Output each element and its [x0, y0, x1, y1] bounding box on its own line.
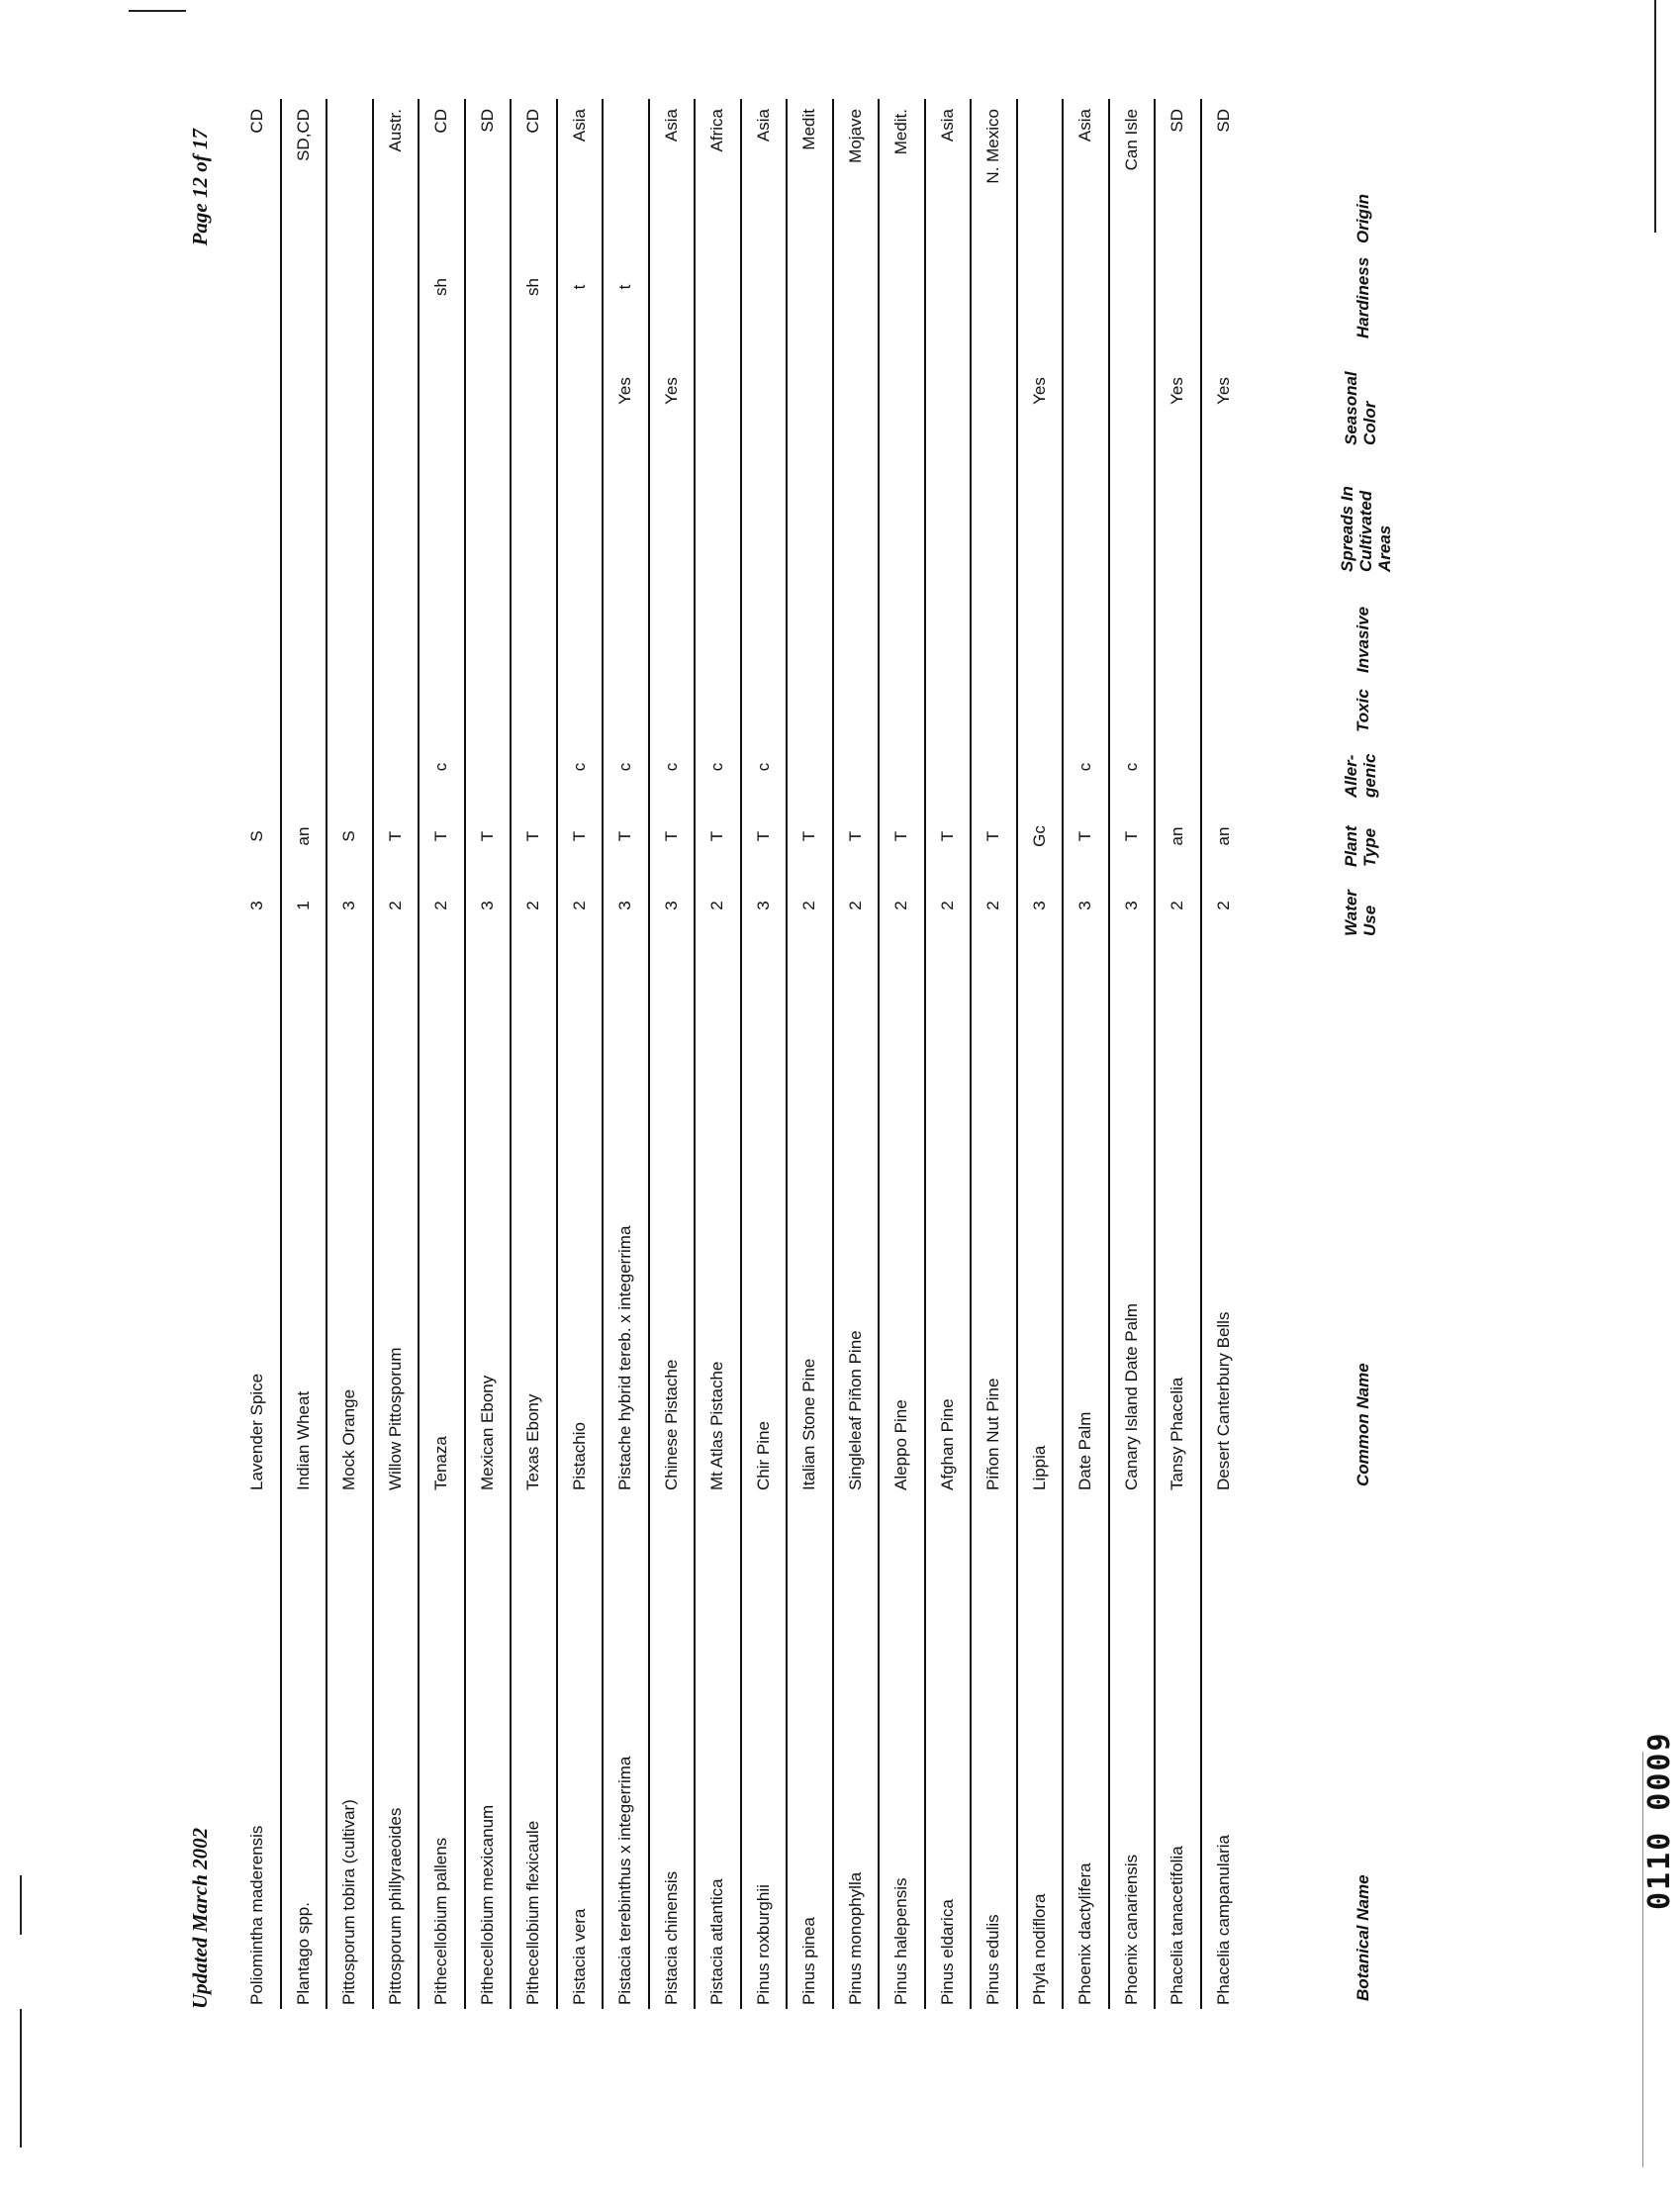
cell-empty: [833, 445, 880, 574]
cell-allergenic: c: [695, 732, 741, 802]
table-row: [925, 99, 972, 2009]
table-row: [971, 99, 1017, 2009]
cell-empty: [281, 574, 327, 673]
cell-seasonal: Yes: [649, 336, 696, 445]
table-row: [419, 99, 465, 2009]
cell-botanical: Pistacia chinensis: [649, 1494, 696, 2009]
cell-empty: [419, 673, 465, 732]
cell-hardiness: [373, 238, 420, 336]
table-row: [281, 99, 327, 2009]
cell-origin: [603, 99, 649, 238]
col-hardiness: Hardiness: [1353, 256, 1372, 338]
cell-allergenic: c: [419, 732, 465, 802]
cell-common: Chinese Pistache: [649, 940, 696, 1494]
cell-empty: [1201, 574, 1247, 673]
cell-origin: Medit.: [879, 99, 925, 238]
cell-origin: Asia: [925, 99, 972, 238]
table-row: [879, 99, 925, 2009]
cell-common: Tansy Phacelia: [1155, 940, 1201, 1494]
cell-empty: [235, 673, 281, 732]
cell-hardiness: [879, 238, 925, 336]
cell-seasonal: Yes: [1155, 336, 1201, 445]
cell-type: T: [1063, 802, 1109, 871]
cell-hardiness: [1109, 238, 1156, 336]
cell-empty: [1017, 673, 1064, 732]
cell-botanical: Phoenix canariensis: [1109, 1494, 1156, 2009]
cell-seasonal: [1063, 336, 1109, 445]
cell-common: Canary Island Date Palm: [1109, 940, 1156, 1494]
cell-empty: [1201, 673, 1247, 732]
cell-origin: Asia: [649, 99, 696, 238]
table-row: [465, 99, 512, 2009]
cell-allergenic: c: [557, 732, 604, 802]
cell-empty: [925, 673, 972, 732]
cell-empty: [511, 445, 557, 574]
cell-allergenic: [281, 732, 327, 802]
cell-common: Mexican Ebony: [465, 940, 512, 1494]
cell-empty: [695, 673, 741, 732]
cell-allergenic: [327, 732, 373, 802]
cell-origin: CD: [511, 99, 557, 238]
cell-type: T: [741, 802, 788, 871]
cell-empty: [879, 445, 925, 574]
cell-common: Lavender Spice: [247, 1373, 267, 1490]
cell-type: T: [557, 802, 604, 871]
cell-type: T: [1109, 802, 1156, 871]
col-water: Water Use: [1342, 890, 1379, 936]
table-row: [557, 99, 604, 2009]
table-row: [787, 99, 833, 2009]
cell-botanical: Pinus roxburghii: [741, 1494, 788, 2009]
cell-empty: [235, 445, 281, 574]
page-number: Page 12 of 17: [188, 129, 212, 246]
cell-empty: [833, 673, 880, 732]
cell-seasonal: [557, 336, 604, 445]
cell-seasonal: [281, 336, 327, 445]
cell-empty: [1155, 445, 1201, 574]
cell-type: T: [603, 802, 649, 871]
table-row: [1201, 99, 1247, 2009]
cell-empty: [741, 574, 788, 673]
table-row: [833, 99, 880, 2009]
table-row: [511, 99, 557, 2009]
cell-seasonal: [925, 336, 972, 445]
cell-origin: [1017, 99, 1064, 238]
cell-type: T: [879, 802, 925, 871]
cell-seasonal: [741, 336, 788, 445]
cell-empty: [1017, 574, 1064, 673]
cell-allergenic: [373, 732, 420, 802]
cell-botanical: Pistacia terebinthus x integerrima: [603, 1494, 649, 2009]
cell-water: 2: [557, 871, 604, 940]
table-row: [649, 99, 696, 2009]
cell-common: Mock Orange: [327, 940, 373, 1494]
cell-allergenic: [833, 732, 880, 802]
cell-hardiness: [327, 238, 373, 336]
cell-empty: [1109, 445, 1156, 574]
cell-empty: [1109, 574, 1156, 673]
cell-seasonal: Yes: [603, 336, 649, 445]
cell-water: 2: [787, 871, 833, 940]
cell-water: 2: [1155, 871, 1201, 940]
cell-seasonal: Yes: [1201, 336, 1247, 445]
cell-empty: [741, 673, 788, 732]
cell-botanical: Pittosporum tobira (cultivar): [327, 1494, 373, 2009]
cell-empty: [419, 574, 465, 673]
cell-water: 3: [465, 871, 512, 940]
cell-allergenic: [1155, 732, 1201, 802]
cell-allergenic: [235, 732, 281, 802]
scan-mark-left-bottom-2: [20, 2009, 22, 2147]
cell-seasonal: [833, 336, 880, 445]
cell-botanical: Phacelia campanularia: [1201, 1494, 1247, 2009]
cell-type: T: [787, 802, 833, 871]
cell-empty: [787, 574, 833, 673]
cell-botanical: Pinus pinea: [787, 1494, 833, 2009]
cell-allergenic: c: [1109, 732, 1156, 802]
cell-botanical: Phacelia tanacetifolia: [1155, 1494, 1201, 2009]
cell-water: 2: [925, 871, 972, 940]
cell-hardiness: [465, 238, 512, 336]
cell-botanical: Pistacia vera: [557, 1494, 604, 2009]
cell-allergenic: [925, 732, 972, 802]
cell-seasonal: [879, 336, 925, 445]
rotated-page: [184, 99, 1421, 2009]
cell-empty: [603, 673, 649, 732]
cell-type: T: [971, 802, 1017, 871]
cell-hardiness: sh: [511, 238, 557, 336]
cell-botanical: Pinus monophylla: [833, 1494, 880, 2009]
cell-empty: [741, 445, 788, 574]
cell-water: 2: [419, 871, 465, 940]
cell-hardiness: [1155, 238, 1201, 336]
cell-allergenic: [465, 732, 512, 802]
cell-water: 2: [373, 871, 420, 940]
cell-empty: [879, 574, 925, 673]
cell-water: 3: [1063, 871, 1109, 940]
cell-allergenic: [879, 732, 925, 802]
cell-botanical: Phyla nodiflora: [1017, 1494, 1064, 2009]
table-row: [603, 99, 649, 2009]
cell-botanical: Pinus eldarica: [925, 1494, 972, 2009]
cell-origin: CD: [419, 99, 465, 238]
cell-water: 3: [649, 871, 696, 940]
cell-common: Singleleaf Piñon Pine: [833, 940, 880, 1494]
cell-empty: [1109, 673, 1156, 732]
cell-botanical: Pinus halepensis: [879, 1494, 925, 2009]
cell-empty: [695, 445, 741, 574]
cell-empty: [787, 673, 833, 732]
cell-origin: Asia: [741, 99, 788, 238]
page-footer: [184, 99, 224, 2009]
cell-water: 3: [603, 871, 649, 940]
cell-type: T: [373, 802, 420, 871]
cell-empty: [649, 574, 696, 673]
cell-allergenic: c: [741, 732, 788, 802]
cell-botanical: Pinus edulis: [971, 1494, 1017, 2009]
cell-allergenic: [971, 732, 1017, 802]
cell-seasonal: [373, 336, 420, 445]
cell-type: S: [247, 830, 267, 842]
cell-origin: Mojave: [833, 99, 880, 238]
col-botanical: Botanical Name: [1353, 1874, 1372, 2001]
cell-seasonal: [1109, 336, 1156, 445]
cell-water: 2: [511, 871, 557, 940]
scan-mark-right-top: [1654, 0, 1656, 233]
table-row: [373, 99, 420, 2009]
cell-origin: Can Isle: [1109, 99, 1156, 238]
cell-allergenic: c: [603, 732, 649, 802]
cell-type: T: [419, 802, 465, 871]
cell-common: Tenaza: [419, 940, 465, 1494]
cell-common: Afghan Pine: [925, 940, 972, 1494]
cell-seasonal: [787, 336, 833, 445]
cell-empty: [465, 574, 512, 673]
table-header: [1302, 99, 1421, 2009]
cell-origin: Africa: [695, 99, 741, 238]
cell-water: 3: [247, 901, 267, 910]
cell-empty: [971, 445, 1017, 574]
cell-empty: [1063, 574, 1109, 673]
cell-common: Pistachio: [557, 940, 604, 1494]
col-spreads: Spreads In Cultivated Areas: [1338, 486, 1394, 572]
cell-water: 2: [833, 871, 880, 940]
cell-seasonal: Yes: [1017, 336, 1064, 445]
table-row: [327, 99, 373, 2009]
cell-seasonal: [235, 336, 281, 445]
cell-allergenic: c: [649, 732, 696, 802]
table-row: [1017, 99, 1064, 2009]
cell-empty: [557, 574, 604, 673]
cell-water: 3: [741, 871, 788, 940]
cell-empty: [1155, 574, 1201, 673]
cell-botanical: Pithecellobium pallens: [419, 1494, 465, 2009]
cell-hardiness: [787, 238, 833, 336]
cell-water: 2: [879, 871, 925, 940]
table-row: [695, 99, 741, 2009]
col-invasive: Invasive: [1353, 606, 1372, 673]
cell-empty: [833, 574, 880, 673]
cell-empty: [465, 673, 512, 732]
cell-hardiness: sh: [419, 238, 465, 336]
cell-empty: [649, 445, 696, 574]
cell-empty: [1063, 445, 1109, 574]
cell-origin: Medit: [787, 99, 833, 238]
cell-allergenic: c: [1063, 732, 1109, 802]
cell-seasonal: [971, 336, 1017, 445]
cell-empty: [879, 673, 925, 732]
cell-seasonal: [419, 336, 465, 445]
cell-origin: CD: [247, 109, 267, 134]
cell-empty: [557, 673, 604, 732]
cell-common: Chir Pine: [741, 940, 788, 1494]
cell-botanical: Pithecellobium mexicanum: [465, 1494, 512, 2009]
cell-empty: [971, 673, 1017, 732]
cell-empty: [327, 574, 373, 673]
cell-hardiness: [1017, 238, 1064, 336]
cell-empty: [511, 673, 557, 732]
cell-botanical: Plantago spp.: [281, 1494, 327, 2009]
cell-empty: [925, 445, 972, 574]
table-row: [235, 99, 281, 2009]
cell-origin: Asia: [1063, 99, 1109, 238]
cell-origin: Asia: [557, 99, 604, 238]
cell-empty: [327, 445, 373, 574]
cell-empty: [603, 574, 649, 673]
cell-origin: SD: [1201, 99, 1247, 238]
cell-empty: [649, 673, 696, 732]
cell-allergenic: [1017, 732, 1064, 802]
cell-empty: [281, 445, 327, 574]
cell-origin: Austr.: [373, 99, 420, 238]
cell-empty: [1201, 445, 1247, 574]
cell-empty: [235, 574, 281, 673]
cell-botanical: Pithecellobium flexicaule: [511, 1494, 557, 2009]
cell-seasonal: [327, 336, 373, 445]
cell-common: Aleppo Pine: [879, 940, 925, 1494]
table-row: [1063, 99, 1109, 2009]
cell-origin: SD: [465, 99, 512, 238]
cell-hardiness: [235, 238, 281, 336]
cell-hardiness: [741, 238, 788, 336]
cell-hardiness: [1201, 238, 1247, 336]
table-row: [741, 99, 788, 2009]
cell-allergenic: [511, 732, 557, 802]
scan-mark-left-bottom: [20, 1875, 22, 1935]
cell-empty: [971, 574, 1017, 673]
cell-hardiness: [695, 238, 741, 336]
cell-origin: N. Mexico: [971, 99, 1017, 238]
cell-common: Willow Pittosporum: [373, 940, 420, 1494]
cell-seasonal: [695, 336, 741, 445]
cell-seasonal: [465, 336, 512, 445]
cell-common: Desert Canterbury Bells: [1201, 940, 1247, 1494]
cell-type: an: [281, 802, 327, 871]
cell-empty: [1063, 673, 1109, 732]
cell-water: 1: [281, 871, 327, 940]
cell-allergenic: [787, 732, 833, 802]
col-seasonal: Seasonal Color: [1342, 371, 1379, 445]
cell-empty: [511, 574, 557, 673]
cell-common: Texas Ebony: [511, 940, 557, 1494]
cell-water: 2: [1201, 871, 1247, 940]
cell-allergenic: [1201, 732, 1247, 802]
cell-water: 3: [1109, 871, 1156, 940]
cell-empty: [465, 445, 512, 574]
cell-type: an: [1155, 802, 1201, 871]
scan-mark-top: [129, 10, 186, 12]
cell-type: T: [649, 802, 696, 871]
cell-water: 3: [1017, 871, 1064, 940]
cell-empty: [1155, 673, 1201, 732]
cell-type: T: [511, 802, 557, 871]
cell-water: 2: [695, 871, 741, 940]
updated-date: Updated March 2002: [188, 1827, 212, 2009]
cell-type: T: [695, 802, 741, 871]
cell-origin: SD: [1155, 99, 1201, 238]
cell-common: Italian Stone Pine: [787, 940, 833, 1494]
cell-empty: [603, 445, 649, 574]
cell-botanical: Pittosporum phillyraeoides: [373, 1494, 420, 2009]
cell-hardiness: [1063, 238, 1109, 336]
cell-common: Indian Wheat: [281, 940, 327, 1494]
col-toxic: Toxic: [1353, 689, 1372, 732]
col-common: Common Name: [1353, 1363, 1372, 1486]
cell-empty: [1017, 445, 1064, 574]
plant-table: [235, 99, 1246, 2009]
cell-origin: [327, 99, 373, 238]
cell-type: S: [327, 802, 373, 871]
cell-hardiness: [649, 238, 696, 336]
cell-seasonal: [511, 336, 557, 445]
cell-common: Piñon Nut Pine: [971, 940, 1017, 1494]
cell-water: 3: [327, 871, 373, 940]
cell-type: T: [465, 802, 512, 871]
cell-empty: [925, 574, 972, 673]
col-plant-type: Plant Type: [1342, 825, 1379, 867]
cell-common: Lippia: [1017, 940, 1064, 1494]
cell-empty: [327, 673, 373, 732]
col-allergenic: Aller- genic: [1342, 753, 1379, 798]
cell-type: an: [1201, 802, 1247, 871]
cell-empty: [557, 445, 604, 574]
cell-common: Mt Atlas Pistache: [695, 940, 741, 1494]
cell-hardiness: t: [557, 238, 604, 336]
col-origin: Origin: [1353, 193, 1372, 243]
cell-origin: SD,CD: [281, 99, 327, 238]
cell-botanical: Poliomintha maderensis: [247, 1825, 267, 2005]
cell-hardiness: [971, 238, 1017, 336]
cell-type: Gc: [1017, 802, 1064, 871]
cell-empty: [787, 445, 833, 574]
cell-hardiness: t: [603, 238, 649, 336]
cell-common: Date Palm: [1063, 940, 1109, 1494]
table-row: [1109, 99, 1156, 2009]
cell-empty: [419, 445, 465, 574]
cell-empty: [695, 574, 741, 673]
table-row: [1155, 99, 1201, 2009]
cell-type: T: [833, 802, 880, 871]
cell-water: 2: [971, 871, 1017, 940]
cell-hardiness: [925, 238, 972, 336]
cell-botanical: Phoenix dactylifera: [1063, 1494, 1109, 2009]
cell-empty: [281, 673, 327, 732]
cell-type: T: [925, 802, 972, 871]
cell-hardiness: [833, 238, 880, 336]
cell-empty: [373, 673, 420, 732]
cell-botanical: Pistacia atlantica: [695, 1494, 741, 2009]
cell-empty: [373, 445, 420, 574]
cell-common: Pistache hybrid tereb. x integerrima: [603, 940, 649, 1494]
cell-hardiness: [281, 238, 327, 336]
cell-empty: [373, 574, 420, 673]
